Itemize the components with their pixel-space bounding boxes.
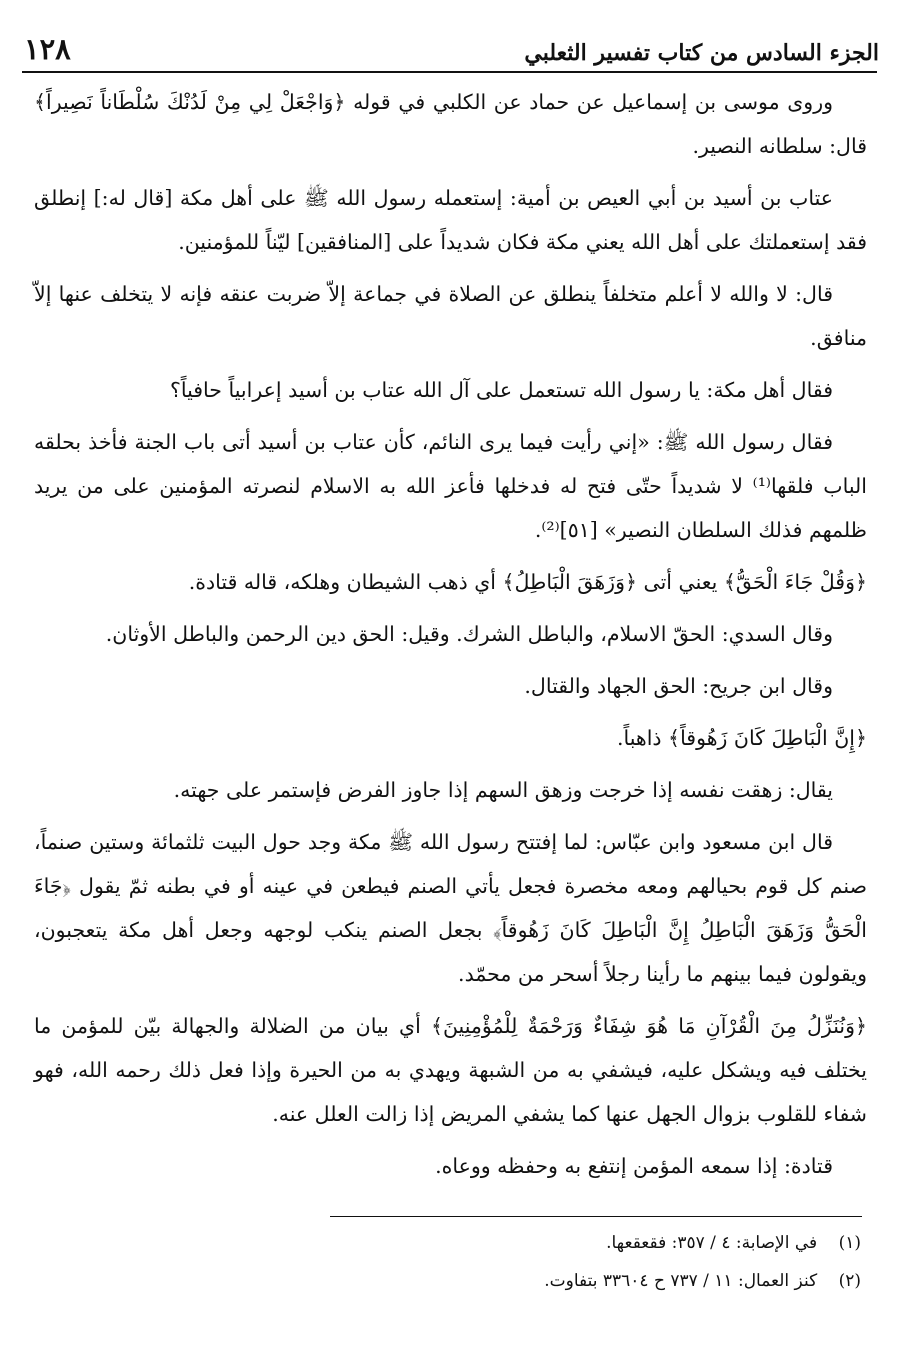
- paragraph: فقال أهل مكة: يا رسول الله تستعمل على آل الله عتاب بن أسيد إعرابياً حافياً؟: [169, 378, 833, 402]
- paragraph: يقال: زهقت نفسه إذا خرجت وزهق السهم إذا جاوز الفرض فإستمر على جهته.: [173, 778, 833, 802]
- paragraph: قتادة: إذا سمعه المؤمن إنتفع به وحفظه ووعاه.: [435, 1154, 833, 1178]
- page-body: [34, 80, 867, 1196]
- footnote-number: (٢): [838, 1271, 861, 1291]
- paragraph: وقال السدي: الحقّ الاسلام، والباطل الشرك. وقيل: الحق دين الرحمن والباطل الأوثان.: [105, 622, 833, 646]
- footnote-number: (١): [838, 1233, 861, 1253]
- running-title: الجزء السادس من كتاب تفسير الثعلبي: [524, 40, 879, 66]
- footnote-rule: [330, 1216, 862, 1217]
- footnote: [40, 1224, 861, 1262]
- paragraph: وقال ابن جريح: الحق الجهاد والقتال.: [524, 674, 833, 698]
- footnote: [40, 1262, 861, 1300]
- page-number: ١٢٨: [24, 32, 71, 66]
- paragraph: ﴿وَقُلْ جَاءَ الْحَقُّ﴾ يعني أتى ﴿وَزَهَقَ الْبَاطِلُ﴾ أي ذهب الشيطان وهلكه، قاله قتادة.: [188, 570, 867, 594]
- footnotes: [40, 1224, 861, 1300]
- header-rule: [22, 71, 877, 73]
- paragraph: فقال رسول الله ﷺ: «إني رأيت فيما يرى النائم، كأن عتاب بن أسيد أتى باب الجنة فأخذ بحلقه الباب فلقها⁽¹⁾ لا شديداً حتّى فتح له فدخلها فأعز الله به الاسلام لنصرته المؤمنين على من يريد ظلمهم فذلك السلطان النصير» [٥١]⁽²⁾.: [34, 430, 867, 542]
- footnote-text: كنز العمال: ١١ / ٧٣٧ ح ٣٣٦٠٤ بتفاوت.: [544, 1271, 818, 1291]
- page-header: [24, 26, 879, 66]
- footnote-text: في الإصابة: ٤ / ٣٥٧: فقعقعها.: [606, 1233, 818, 1253]
- paragraph: ﴿وَنُنَزِّلُ مِنَ الْقُرْآنِ مَا هُوَ شِفَاءٌ وَرَحْمَةٌ لِلْمُؤْمِنِينَ﴾ أي بيان من الضلالة والجهالة بيّن للمؤمن ما يختلف فيه ويشكل عليه، فيشفي به من الشبهة ويهدي به من الحيرة وإذا فعل ذلك رحمه الله، فهو شفاء للقلوب بزوال الجهل عنها كما يشفي المريض إذا زالت العلل عنه.: [34, 1014, 867, 1126]
- paragraph: ﴿إِنَّ الْبَاطِلَ كَانَ زَهُوقاً﴾ ذاهباً.: [616, 726, 867, 750]
- paragraph: عتاب بن أسيد بن أبي العيص بن أمية: إستعمله رسول الله ﷺ على أهل مكة [قال له:] إنطلق فقد إستعملتك على أهل الله يعني مكة فكان شديداً على [المنافقين] ليّناً للمؤمنين.: [34, 186, 867, 254]
- paragraph: قال ابن مسعود وابن عبّاس: لما إفتتح رسول الله ﷺ مكة وجد حول البيت ثلثمائة وستين صنماً، صنم كل قوم بحيالهم ومعه مخصرة فجعل يأتي الصنم فيطعن في عينه أو في بطنه ثمّ يقول ﴿جَاءَ الْحَقُّ وَزَهَقَ الْبَاطِلُ إِنَّ الْبَاطِلَ كَانَ زَهُوقاً﴾ بجعل الصنم ينكب لوجهه وجعل أهل مكة يتعجبون، ويقولون فيما بينهم ما رأينا رجلاً أسحر من محمّد.: [34, 830, 867, 986]
- paragraph: قال: لا والله لا أعلم متخلفاً ينطلق عن الصلاة في جماعة إلاّ ضربت عنقه فإنه لا يتخلف عنها إلاّ منافق.: [34, 282, 867, 350]
- paragraph: وروى موسى بن إسماعيل عن حماد عن الكلبي في قوله ﴿وَاجْعَلْ لِي مِنْ لَدُنْكَ سُلْطَاناً نَصِيراً﴾ قال: سلطانه النصير.: [34, 90, 867, 158]
